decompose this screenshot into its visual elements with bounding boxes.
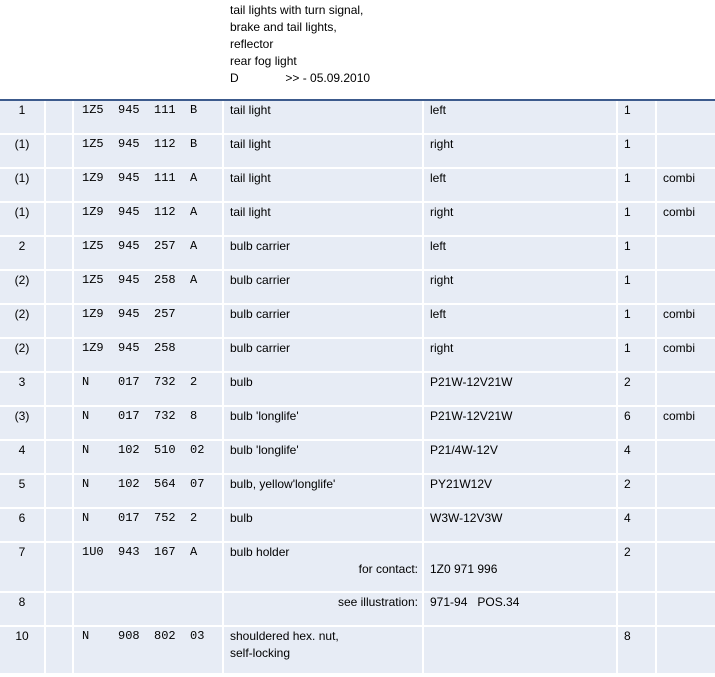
position-number: 8 [18, 595, 26, 609]
position-number-cell [0, 475, 46, 507]
description-cell [224, 101, 424, 133]
position-number-cell [0, 627, 46, 673]
model-note-cell [657, 593, 715, 625]
part-number-cell [74, 101, 224, 133]
spacer-cell [46, 441, 74, 473]
model-note-cell [657, 339, 715, 371]
part-number[interactable]: 1Z5 945 112 B [82, 137, 198, 151]
quantity: 1 [624, 205, 631, 219]
model-note-cell [657, 305, 715, 337]
description-cell [224, 475, 424, 507]
description: bulb 'longlife' [230, 443, 299, 457]
quantity: 2 [624, 375, 631, 389]
part-number[interactable]: 1Z9 945 111 A [82, 171, 198, 185]
description: tail light [230, 137, 271, 151]
part-number[interactable]: 1Z5 945 111 B [82, 103, 198, 117]
quantity-cell [618, 593, 657, 625]
part-number[interactable]: N 017 752 2 [82, 511, 198, 525]
position-number-cell [0, 203, 46, 235]
table-row[interactable] [0, 441, 715, 475]
sub-note-label: for contact: [358, 562, 418, 576]
section-header [0, 0, 715, 99]
sub-note-value: 1Z0 971 996 [430, 562, 498, 576]
remark-cell [424, 593, 618, 625]
description: bulb carrier [230, 307, 291, 321]
header-line: brake and tail lights, [230, 20, 337, 34]
part-number[interactable]: 1Z9 945 257 [82, 307, 176, 321]
quantity-cell [618, 169, 657, 201]
spacer-cell [46, 407, 74, 439]
quantity-cell [618, 407, 657, 439]
spacer-cell [46, 509, 74, 541]
table-row[interactable] [0, 101, 715, 135]
remark: P21W-12V21W [430, 375, 513, 389]
model-note-cell [657, 101, 715, 133]
part-number-cell [74, 593, 224, 625]
remark: P21W-12V21W [430, 409, 513, 423]
quantity-cell [618, 509, 657, 541]
quantity-cell [618, 203, 657, 235]
quantity: 8 [624, 629, 631, 643]
header-line: D >> - 05.09.2010 [230, 71, 371, 85]
position-number-cell [0, 169, 46, 201]
table-row[interactable] [0, 169, 715, 203]
description: bulb carrier [230, 341, 291, 355]
part-number[interactable]: N 102 564 07 [82, 477, 205, 491]
position-number: (3) [14, 409, 30, 423]
model-note-cell [657, 271, 715, 303]
parts-table [0, 101, 715, 673]
table-row[interactable] [0, 237, 715, 271]
table-row[interactable] [0, 543, 715, 593]
position-number: 5 [18, 477, 26, 491]
header-line: tail lights with turn signal, [230, 3, 364, 17]
spacer-cell [46, 101, 74, 133]
position-number: (2) [14, 273, 30, 287]
remark-cell [424, 101, 618, 133]
quantity: 2 [624, 545, 631, 559]
remark: right [430, 205, 454, 219]
header-line: reflector [230, 37, 274, 51]
description-cell [224, 169, 424, 201]
position-number: 3 [18, 375, 26, 389]
part-number-cell [74, 407, 224, 439]
part-number-cell [74, 509, 224, 541]
part-number[interactable]: N 908 802 03 [82, 629, 205, 643]
model-note-cell [657, 509, 715, 541]
position-number: (1) [14, 205, 30, 219]
quantity-cell [618, 339, 657, 371]
quantity: 1 [624, 137, 631, 151]
table-row[interactable] [0, 407, 715, 441]
part-number[interactable]: N 102 510 02 [82, 443, 205, 457]
spacer-cell [46, 339, 74, 371]
quantity: 6 [624, 409, 631, 423]
illustration-label: see illustration: [337, 595, 418, 609]
position-number-cell [0, 135, 46, 167]
part-number-cell [74, 373, 224, 405]
table-row[interactable] [0, 135, 715, 169]
position-number-cell [0, 237, 46, 269]
model-note: combi [663, 307, 696, 321]
model-note-cell [657, 135, 715, 167]
remark-cell [424, 339, 618, 371]
quantity: 2 [624, 477, 631, 491]
model-note: combi [663, 341, 696, 355]
remark-cell [424, 627, 618, 673]
quantity: 4 [624, 511, 631, 525]
part-number-cell [74, 237, 224, 269]
table-row[interactable] [0, 339, 715, 373]
table-row[interactable] [0, 627, 715, 673]
quantity-cell [618, 475, 657, 507]
spacer-cell [46, 593, 74, 625]
section-title [230, 2, 370, 87]
position-number: (2) [14, 341, 30, 355]
position-number: 4 [18, 443, 26, 457]
part-number-cell [74, 305, 224, 337]
description: bulb carrier [230, 273, 291, 287]
quantity-cell [618, 373, 657, 405]
model-note: combi [663, 171, 696, 185]
remark-cell [424, 237, 618, 269]
remark: left [430, 171, 447, 185]
description-cell [224, 627, 424, 673]
position-number-cell [0, 543, 46, 591]
part-number[interactable]: 1Z9 945 258 [82, 341, 176, 355]
description-cell [224, 373, 424, 405]
description-cell [224, 509, 424, 541]
remark-cell [424, 475, 618, 507]
description-cell [224, 271, 424, 303]
remark-cell [424, 543, 618, 591]
spacer-cell [46, 475, 74, 507]
spacer-cell [46, 135, 74, 167]
quantity-cell [618, 627, 657, 673]
remark-cell [424, 203, 618, 235]
illustration-link[interactable]: 971-94 POS.34 [430, 595, 520, 609]
table-row[interactable] [0, 203, 715, 237]
quantity-cell [618, 543, 657, 591]
spacer-cell [46, 627, 74, 673]
model-note-cell [657, 441, 715, 473]
spacer-cell [46, 203, 74, 235]
quantity: 1 [624, 273, 631, 287]
remark-cell [424, 271, 618, 303]
quantity-cell [618, 271, 657, 303]
quantity-cell [618, 305, 657, 337]
part-number[interactable]: 1Z9 945 112 A [82, 205, 198, 219]
position-number-cell [0, 305, 46, 337]
description-cell [224, 305, 424, 337]
part-number-cell [74, 203, 224, 235]
position-number: (1) [14, 171, 30, 185]
spacer-cell [46, 305, 74, 337]
spacer-cell [46, 373, 74, 405]
position-number-cell [0, 593, 46, 625]
part-number-cell [74, 271, 224, 303]
description: bulb [230, 375, 253, 389]
position-number-cell [0, 441, 46, 473]
description-cell [224, 135, 424, 167]
position-number: 7 [18, 545, 26, 559]
table-row[interactable] [0, 475, 715, 509]
part-number-cell [74, 339, 224, 371]
header-line: rear fog light [230, 54, 297, 68]
description: tail light [230, 205, 271, 219]
quantity: 4 [624, 443, 631, 457]
spacer-cell [46, 543, 74, 591]
position-number: (2) [14, 307, 30, 321]
quantity: 1 [624, 307, 631, 321]
position-number: 10 [15, 629, 29, 643]
part-number[interactable]: 1Z5 945 258 A [82, 273, 198, 287]
description: bulb [230, 511, 253, 525]
description: bulb 'longlife' [230, 409, 299, 423]
spacer-cell [46, 271, 74, 303]
table-row[interactable] [0, 593, 715, 627]
model-note-cell [657, 627, 715, 673]
remark-cell [424, 373, 618, 405]
description: bulb carrier [230, 239, 291, 253]
table-row[interactable] [0, 271, 715, 305]
part-number-cell [74, 441, 224, 473]
table-row[interactable] [0, 373, 715, 407]
part-number-cell [74, 135, 224, 167]
remark-cell [424, 509, 618, 541]
description: tail light [230, 171, 271, 185]
remark: left [430, 239, 447, 253]
position-number-cell [0, 339, 46, 371]
model-note: combi [663, 409, 696, 423]
quantity: 1 [624, 103, 631, 117]
position-number: 2 [18, 239, 26, 253]
remark: PY21W12V [430, 477, 493, 491]
remark-cell [424, 441, 618, 473]
remark-cell [424, 169, 618, 201]
description-cell [224, 543, 498, 591]
model-note-cell [657, 203, 715, 235]
model-note-cell [657, 373, 715, 405]
description-cell [224, 407, 424, 439]
position-number: 6 [18, 511, 26, 525]
part-number[interactable]: 1Z5 945 257 A [82, 239, 198, 253]
model-note-cell [657, 407, 715, 439]
description-cell [224, 237, 424, 269]
description-cell [224, 441, 424, 473]
remark: left [430, 103, 447, 117]
spacer-cell [46, 237, 74, 269]
part-number[interactable]: 1U0 943 167 A [82, 545, 198, 559]
part-number-cell [74, 627, 224, 673]
quantity-cell [618, 101, 657, 133]
position-number: 1 [18, 103, 26, 117]
quantity-cell [618, 135, 657, 167]
description-line2: self-locking [230, 646, 291, 660]
description-cell [224, 203, 424, 235]
description: shouldered hex. nut, [230, 629, 339, 643]
model-note-cell [657, 475, 715, 507]
position-number-cell [0, 271, 46, 303]
remark-cell [424, 407, 618, 439]
remark: P21/4W-12V [430, 443, 498, 457]
description: tail light [230, 103, 271, 117]
model-note-cell [657, 169, 715, 201]
quantity: 1 [624, 171, 631, 185]
part-number-cell [74, 169, 224, 201]
part-number-cell [74, 475, 224, 507]
position-number-cell [0, 509, 46, 541]
part-number[interactable]: N 017 732 8 [82, 409, 198, 423]
position-number-cell [0, 373, 46, 405]
quantity-cell [618, 441, 657, 473]
remark: right [430, 137, 454, 151]
model-note-cell [657, 237, 715, 269]
quantity: 1 [624, 239, 631, 253]
description: bulb holder [230, 545, 290, 559]
position-number: (1) [14, 137, 30, 151]
description-cell [224, 593, 520, 625]
table-row[interactable] [0, 509, 715, 543]
spacer-cell [46, 169, 74, 201]
position-number-cell [0, 101, 46, 133]
remark: left [430, 307, 447, 321]
part-number-cell [74, 543, 224, 591]
remark: right [430, 341, 454, 355]
quantity: 1 [624, 341, 631, 355]
position-number-cell [0, 407, 46, 439]
table-row[interactable] [0, 305, 715, 339]
model-note-cell [657, 543, 715, 591]
model-note: combi [663, 205, 696, 219]
part-number[interactable]: N 017 732 2 [82, 375, 198, 389]
description: bulb, yellow'longlife' [230, 477, 336, 491]
description-cell [224, 339, 424, 371]
remark-cell [424, 135, 618, 167]
remark: right [430, 273, 454, 287]
remark: W3W-12V3W [430, 511, 503, 525]
quantity-cell [618, 237, 657, 269]
remark-cell [424, 305, 618, 337]
